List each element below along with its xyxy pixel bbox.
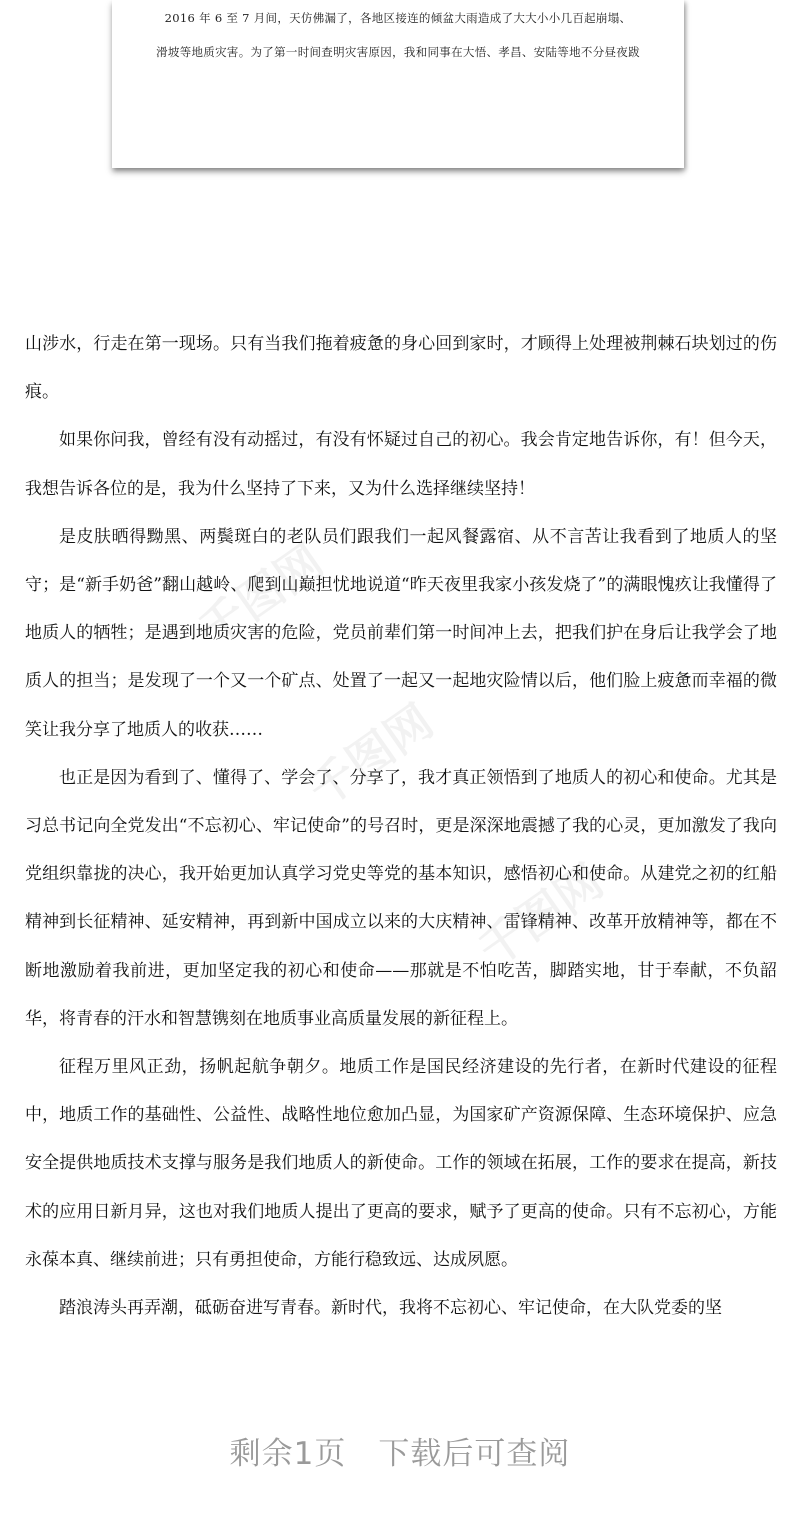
watermark: 千图网 [188,533,333,658]
paragraph: 征程万里风正劲，扬帆起航争朝夕。地质工作是国民经济建设的先行者，在新时代建设的征程中，地质工作的基础性、公益性、战略性地位愈加凸显，为国家矿产资源保障、生态环境保护、应急安全提供地质技术支撑与服务是我们地质人的新使命。工作的领域在拓展，工作的要求在提高，新技术的应用日新月异，这也对我们地质人提出了更高的要求，赋予了更高的使命。只有不忘初心，方能永葆本真、继续前进；只有勇担使命，方能行稳致远、达成夙愿。 [25,1057,777,1270]
watermark: 千图网 [298,693,443,818]
watermark: 千图网 [468,853,613,978]
document-preview-card [112,0,684,168]
preview-text-line-2: 滑坡等地质灾害。为了第一时间查明灾害原因，我和同事在大悟、孝昌、安陆等地不分昼夜跋 [156,45,640,59]
remaining-pages-download-prompt[interactable]: 剩余1页 下载后可查阅 [229,1436,571,1472]
paragraph-continuation: 山涉水，行走在第一现场。只有当我们拖着疲惫的身心回到家时，才顾得上处理被荆棘石块划过的伤痕。 [25,334,777,403]
paragraph-truncated: 踏浪涛头再弄潮，砥砺奋进写青春。新时代，我将不忘初心、牢记使命，在大队党委的坚 [59,1298,722,1319]
paragraph: 也正是因为看到了、懂得了、学会了、分享了，我才真正领悟到了地质人的初心和使命。尤其是习总书记向全党发出“不忘初心、牢记使命”的号召时，更是深深地震撼了我的心灵，更加激发了我向党组织靠拢的决心，我开始更加认真学习党史等党的基本知识，感悟初心和使命。从建党之初的红船精神到长征精神、延安精神，再到新中国成立以来的大庆精神、雷锋精神、改革开放精神等，都在不断地激励着我前进，更加坚定我的初心和使命——那就是不怕吃苦，脚踏实地，甘于奉献，不负韶华，将青春的汗水和智慧镌刻在地质事业高质量发展的新征程上。 [25,767,777,1029]
document-body [25,320,777,1332]
paragraph: 是皮肤晒得黝黑、两鬓斑白的老队员们跟我们一起风餐露宿、从不言苦让我看到了地质人的坚守；是“新手奶爸”翻山越岭、爬到山巅担忧地说道“昨天夜里我家小孩发烧了”的满眼愧疚让我懂得了地质人的牺牲；是遇到地质灾害的危险，党员前辈们第一时间冲上去，把我们护在身后让我学会了地质人的担当；是发现了一个又一个矿点、处置了一起又一起地灾险情以后，他们脸上疲惫而幸福的微笑让我分享了地质人的收获…… [25,526,777,740]
paragraph: 如果你问我，曾经有没有动摇过，有没有怀疑过自己的初心。我会肯定地告诉你，有！但今天，我想告诉各位的是，我为什么坚持了下来，又为什么选择继续坚持！ [25,430,777,499]
preview-text-line-1: 2016 年 6 至 7 月间，天仿佛漏了，各地区接连的倾盆大雨造成了大大小小几百起崩塌、 [164,11,632,25]
